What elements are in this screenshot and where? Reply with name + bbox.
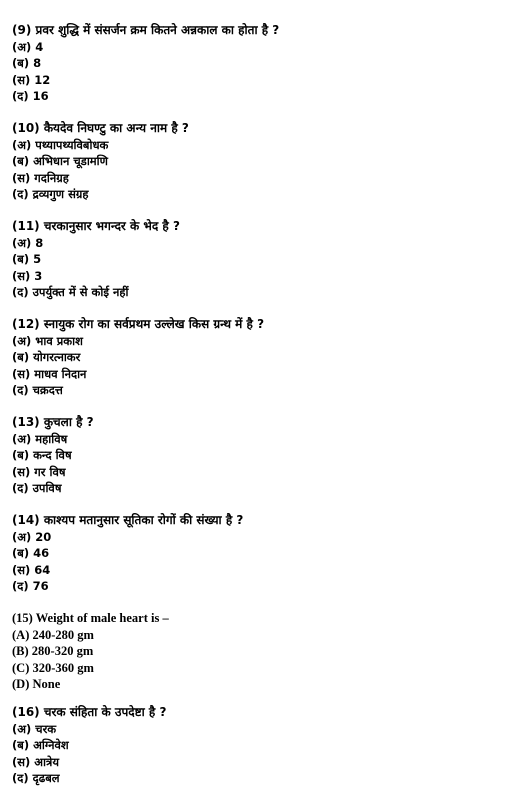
question-16	[12, 704, 502, 787]
option-c: (स) गदनिग्रह	[12, 170, 69, 185]
option-b: (ब) अग्निवेश	[12, 738, 69, 752]
option-b: (ब) 8	[12, 56, 42, 70]
option-d: (द) उपविष	[12, 481, 62, 495]
option-a: (अ) पथ्यापथ्यविबोधक	[12, 137, 109, 152]
question-9	[12, 22, 502, 105]
option-a: (अ) महाविष	[12, 431, 68, 446]
question-13	[12, 414, 502, 497]
option-c: (स) 3	[12, 268, 43, 283]
option-a: (अ) 20	[12, 529, 52, 544]
option-c: (स) 12	[12, 72, 51, 87]
option-a: (अ) 4	[12, 39, 44, 54]
option-c: (स) 64	[12, 562, 51, 577]
option-d: (द) उपर्युक्त में से कोई नहीं	[12, 285, 129, 299]
option-b: (ब) कन्द विष	[12, 448, 72, 462]
question-title: (13) कुचला है ?	[12, 415, 94, 429]
question-14	[12, 512, 502, 595]
question-title: (14) काश्यप मतानुसार सूतिका रोगों की संख्या है ?	[12, 513, 244, 527]
question-12	[12, 316, 502, 399]
question-title: (11) चरकानुसार भगन्दर के भेद है ?	[12, 219, 180, 233]
question-11	[12, 218, 502, 301]
option-a: (अ) भाव प्रकाश	[12, 333, 83, 348]
option-a: (अ) 8	[12, 235, 44, 250]
option-a: (A) 240-280 gm	[12, 627, 94, 642]
option-b: (ब) योगरत्नाकर	[12, 350, 81, 364]
option-c: (स) माधव निदान	[12, 366, 87, 381]
option-c: (स) आत्रेय	[12, 754, 60, 769]
option-b: (ब) 5	[12, 252, 42, 266]
question-title: (9) प्रवर शुद्धि में संसर्जन क्रम कितने अन्नकाल का होता है ?	[12, 23, 280, 37]
option-a: (अ) चरक	[12, 721, 57, 736]
question-title: (15) Weight of male heart is –	[12, 611, 169, 625]
question-15	[12, 610, 502, 693]
option-b: (ब) अभिधान चूडामणि	[12, 154, 108, 168]
option-d: (द) दृढबल	[12, 771, 60, 785]
option-d: (द) 16	[12, 89, 49, 103]
question-title: (12) स्नायुक रोग का सर्वप्रथम उल्लेख किस ग्रन्थ में है ?	[12, 317, 265, 331]
question-title: (10) कैयदेव निघण्टु का अन्य नाम है ?	[12, 121, 189, 135]
option-d: (द) द्रव्यगुण संग्रह	[12, 187, 89, 201]
option-d: (द) चक्रदत्त	[12, 383, 63, 397]
option-d: (D) None	[12, 677, 61, 691]
option-b: (ब) 46	[12, 546, 50, 560]
question-10	[12, 120, 502, 203]
option-d: (द) 76	[12, 579, 49, 593]
option-c: (स) गर विष	[12, 464, 66, 479]
option-b: (B) 280-320 gm	[12, 644, 94, 658]
question-title: (16) चरक संहिता के उपदेष्टा है ?	[12, 705, 167, 719]
option-c: (C) 320-360 gm	[12, 660, 94, 675]
